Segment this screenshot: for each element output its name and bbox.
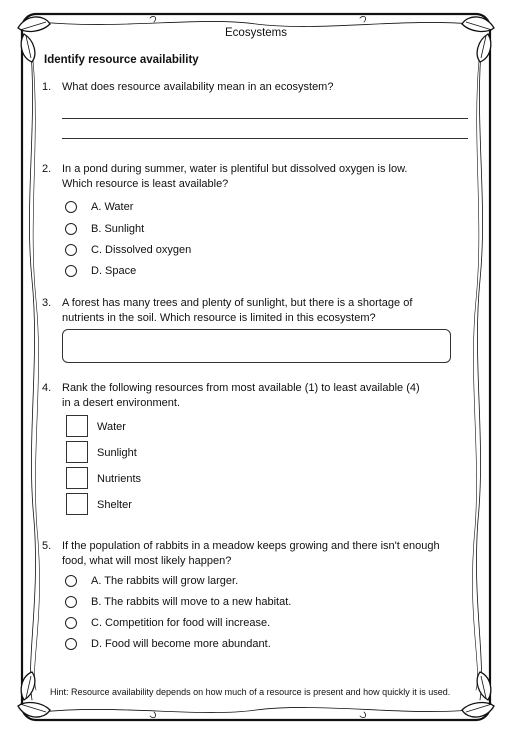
question-5-option-c-radio[interactable] (65, 617, 77, 629)
question-4-text-line-2: in a desert environment. (62, 397, 181, 409)
page-title: Ecosystems (225, 27, 287, 39)
question-3-text-line-2: nutrients in the soil. Which resource is limited in this ecosystem? (62, 312, 376, 324)
question-2-text-line-2: Which resource is least available? (62, 178, 229, 190)
question-5-option-d-label: D. Food will become more abundant. (91, 638, 271, 650)
rank-box-sunlight[interactable] (66, 441, 88, 463)
rank-label-shelter: Shelter (97, 499, 132, 511)
question-5-number: 5. (42, 540, 52, 552)
question-5-option-b-label: B. The rabbits will move to a new habitat. (91, 596, 292, 608)
question-1-text: What does resource availability mean in an ecosystem? (62, 81, 334, 93)
question-2-number: 2. (42, 163, 52, 175)
worksheet-heading: Identify resource availability (44, 54, 199, 66)
question-5-text-line-2: food, what will most likely happen? (62, 555, 232, 567)
question-5-option-a-label: A. The rabbits will grow larger. (91, 575, 239, 587)
question-5-text-line-1: If the population of rabbits in a meadow keeps growing and there isn't enough (62, 540, 440, 552)
question-5-option-c-label: C. Competition for food will increase. (91, 617, 271, 629)
question-2-text-line-1: In a pond during summer, water is plentiful but dissolved oxygen is low. (62, 163, 408, 175)
rank-label-nutrients: Nutrients (97, 473, 142, 485)
question-2-option-b-label: B. Sunlight (91, 223, 145, 235)
question-4-number: 4. (42, 382, 52, 394)
question-2-option-d-label: D. Space (91, 265, 137, 277)
question-3-text-line-1: A forest has many trees and plenty of sunlight, but there is a shortage of (62, 297, 413, 309)
question-2-option-c-label: C. Dissolved oxygen (91, 244, 192, 256)
rank-label-sunlight: Sunlight (97, 447, 137, 459)
question-1-answer-line-1[interactable] (62, 118, 468, 119)
question-2-option-a-label: A. Water (91, 201, 134, 213)
question-1-number: 1. (42, 81, 52, 93)
question-5-option-b-radio[interactable] (65, 596, 77, 608)
question-3-number: 3. (42, 297, 52, 309)
question-2-option-d-radio[interactable] (65, 265, 77, 277)
question-5-option-d-radio[interactable] (65, 638, 77, 650)
rank-box-water[interactable] (66, 415, 88, 437)
question-3-answer-box[interactable] (62, 329, 451, 363)
rank-box-nutrients[interactable] (66, 467, 88, 489)
question-5-option-a-radio[interactable] (65, 575, 77, 587)
rank-label-water: Water (97, 421, 126, 433)
rank-box-shelter[interactable] (66, 493, 88, 515)
question-2-option-c-radio[interactable] (65, 244, 77, 256)
hint-text: Hint: Resource availability depends on how much of a resource is present and how quickly it is used. (50, 687, 451, 697)
question-4-text-line-1: Rank the following resources from most available (1) to least available (4) (62, 382, 420, 394)
question-1-answer-line-2[interactable] (62, 138, 468, 139)
question-2-option-a-radio[interactable] (65, 201, 77, 213)
question-2-option-b-radio[interactable] (65, 223, 77, 235)
